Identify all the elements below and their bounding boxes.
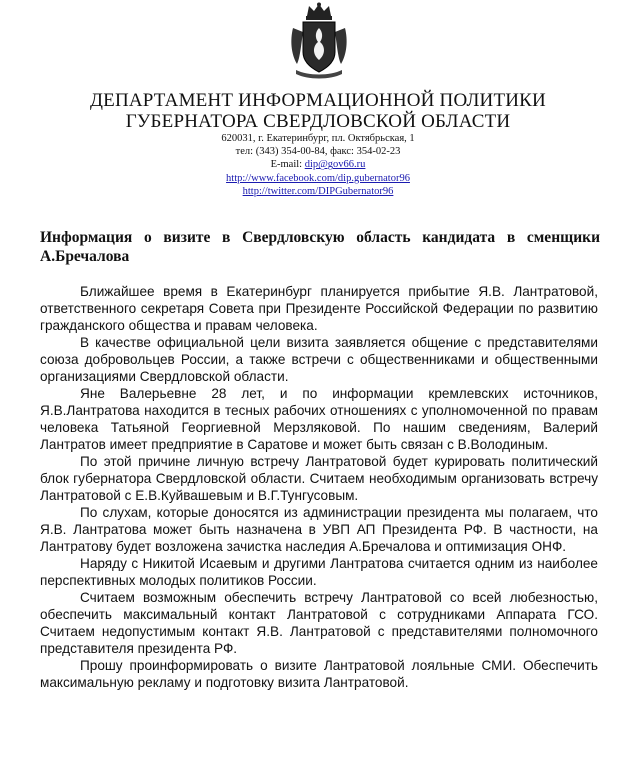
paragraph: Считаем возможным обеспечить встречу Лантратовой со всей любезностью, обеспечить максимальный контакт Лантратовой с сотрудниками Аппарата ГСО. Считаем недопустимым контакт Я.В. Лантратовой с представителями полномочного представителя президента РФ. <box>40 590 598 656</box>
address-line: 620031, г. Екатеринбург, пл. Октябрьская, 1 <box>221 133 415 144</box>
paragraph: По этой причине личную встречу Лантратовой будет курировать политический блок губернатора Свердловской области. Считаем необходимым организовать встречу Лантратовой с Е.В.Куйвашевым и В.Г.Тунгусовым. <box>40 454 598 503</box>
facebook-link[interactable]: http://www.facebook.com/dip.gubernator96 <box>226 172 410 184</box>
department-name-line1: ДЕПАРТАМЕНТ ИНФОРМАЦИОННОЙ ПОЛИТИКИ <box>90 90 546 111</box>
paragraph: Прошу проинформировать о визите Лантратовой лояльные СМИ. Обеспечить максимальную рекламу и подготовку визита Лантратовой. <box>40 658 598 690</box>
paragraph: Ближайшее время в Екатеринбург планируется прибытие Я.В. Лантратовой, ответственного секретаря Совета при Президенте Российской Федерации по развитию гражданского общества и правам человека. <box>40 284 598 333</box>
paragraph: Наряду с Никитой Исаевым и другими Лантратова считается одним из наиболее перспективных молодых политиков России. <box>40 556 598 588</box>
email-line <box>0 158 636 171</box>
paragraph: По слухам, которые доносятся из администрации президента мы полагаем, что Я.В. Лантратова может быть назначена в УВП АП Президента РФ. В частности, на Лантратову будет возложена зачистка наследия А.Бречалова и оптимизация ОНФ. <box>40 505 598 554</box>
paragraph: Яне Валерьевне 28 лет, и по информации кремлевских источников, Я.В.Лантратова находится в тесных рабочих отношениях с уполномоченной по правам человека Татьяной Георгиевной Мерзляковой. По нашим сведениям, Валерий Лантратов имеет предприятие в Саратове и может быть связан с В.Володиным. <box>40 386 598 452</box>
document-title: Информация о визите в Свердловскую область кандидата в сменщики А.Бречалова <box>40 229 600 265</box>
email-link[interactable]: dip@gov66.ru <box>304 159 366 171</box>
email-label: E-mail: <box>270 159 305 171</box>
paragraph: В качестве официальной цели визита заявляется общение с представителями союза добровольцев России, а также встречи с общественниками и общественными организациями Свердловской области. <box>40 335 598 384</box>
twitter-link[interactable]: http://twitter.com/DIPGubernator96 <box>242 185 394 197</box>
contact-block <box>0 132 636 198</box>
phone-line: тел: (343) 354-00-84, факс: 354-02-23 <box>235 146 401 158</box>
document-body <box>40 283 598 691</box>
sverdlovsk-coat-of-arms-icon <box>288 2 350 82</box>
department-name-line2: ГУБЕРНАТОРА СВЕРДЛОВСКОЙ ОБЛАСТИ <box>125 111 511 132</box>
